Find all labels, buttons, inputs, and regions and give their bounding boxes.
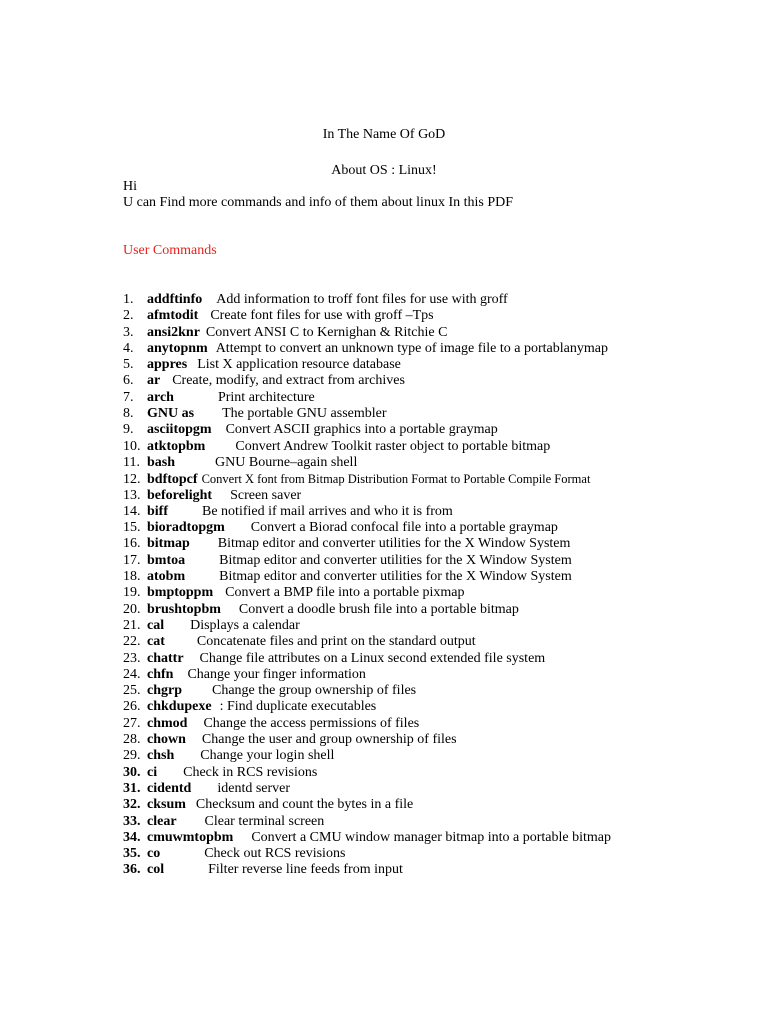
command-name: arch	[147, 389, 174, 405]
command-description: Clear terminal screen	[204, 813, 325, 829]
command-name: bioradtopgm	[147, 520, 225, 536]
command-number: 10.	[123, 438, 141, 454]
command-item	[123, 357, 763, 373]
command-number: 13.	[123, 487, 141, 503]
command-item	[123, 520, 763, 536]
command-item	[123, 602, 763, 618]
command-item	[123, 439, 763, 455]
command-number: 9.	[123, 422, 134, 438]
command-item	[123, 846, 763, 862]
command-number: 12.	[123, 472, 141, 488]
command-item	[123, 325, 763, 341]
command-description: Convert X font from Bitmap Distribution Format to Portable Compile Format	[201, 472, 591, 487]
command-description: identd server	[217, 780, 291, 796]
command-item	[123, 797, 763, 813]
command-description: Attempt to convert an unknown type of image file to a portablanymap	[215, 340, 608, 356]
command-number: 25.	[123, 683, 141, 699]
command-name: atobm	[147, 569, 186, 585]
command-item	[123, 504, 763, 520]
command-item	[123, 781, 763, 797]
command-name: chown	[147, 732, 186, 748]
command-description: Add information to troff font files for use with groff	[216, 292, 508, 307]
command-number: 6.	[123, 373, 134, 389]
document-subtitle: About OS : Linux!	[331, 163, 437, 178]
command-number: 18.	[123, 569, 141, 585]
command-name: beforelight	[147, 487, 213, 503]
command-number: 31.	[123, 780, 141, 796]
command-description: Check out RCS revisions	[204, 846, 346, 862]
command-description: Change the access permissions of files	[203, 715, 420, 731]
command-description: Create, modify, and extract from archives	[172, 373, 405, 389]
command-description: Bitmap editor and converter utilities for the X Window System	[219, 569, 572, 585]
command-number: 30.	[123, 764, 141, 780]
command-description: GNU Bourne–again shell	[215, 454, 358, 470]
command-number: 3.	[123, 324, 134, 340]
command-item	[123, 634, 763, 650]
command-description: Check in RCS revisions	[183, 764, 318, 780]
command-name: bmptoppm	[147, 585, 214, 601]
command-number: 5.	[123, 357, 134, 373]
command-number: 28.	[123, 732, 141, 748]
command-name: col	[147, 862, 165, 878]
command-name: bitmap	[147, 536, 190, 552]
command-number: 23.	[123, 650, 141, 666]
command-number: 8.	[123, 406, 134, 422]
command-number: 20.	[123, 601, 141, 617]
command-item	[123, 748, 763, 764]
command-name: ci	[147, 764, 158, 780]
command-description: Bitmap editor and converter utilities for the X Window System	[219, 552, 572, 568]
command-name: anytopnm	[147, 340, 208, 356]
command-name: bmtoa	[147, 552, 186, 568]
command-number: 33.	[123, 813, 141, 829]
command-description: Change file attributes on a Linux second extended file system	[199, 650, 546, 666]
command-number: 4.	[123, 340, 134, 356]
command-item	[123, 683, 763, 699]
command-item	[123, 536, 763, 552]
command-name: cksum	[147, 797, 186, 813]
document-title: In The Name Of GoD	[322, 127, 446, 142]
command-name: brushtopbm	[147, 601, 221, 617]
command-name: chfn	[147, 666, 174, 682]
command-name: chmod	[147, 715, 188, 731]
command-name: cal	[147, 617, 165, 633]
command-description: Print architecture	[217, 389, 315, 405]
command-item	[123, 390, 763, 406]
command-name: clear	[147, 813, 177, 829]
intro-message: U can Find more commands and info of them about linux In this PDF	[123, 195, 514, 210]
command-description: Convert ANSI C to Kernighan & Ritchie C	[205, 324, 448, 340]
command-description: Convert a CMU window manager bitmap into a portable bitmap	[251, 829, 611, 845]
command-item	[123, 553, 763, 569]
command-item	[123, 471, 763, 487]
command-description: Filter reverse line feeds from input	[208, 862, 403, 878]
command-item	[123, 862, 763, 878]
command-description: Be notified if mail arrives and who it is from	[202, 503, 453, 519]
command-item	[123, 422, 763, 438]
command-name: chattr	[147, 650, 184, 666]
command-description: Checksum and count the bytes in a file	[195, 797, 414, 813]
command-item	[123, 373, 763, 389]
command-item	[123, 292, 763, 308]
command-name: atktopbm	[147, 438, 206, 454]
command-name: appres	[147, 357, 188, 373]
command-name: biff	[147, 503, 168, 519]
command-item	[123, 569, 763, 585]
command-item	[123, 716, 763, 732]
command-description: Change your finger information	[187, 666, 366, 682]
command-number: 24.	[123, 666, 141, 682]
command-number: 11.	[123, 454, 140, 470]
command-description: Convert a doodle brush file into a portable bitmap	[238, 601, 519, 617]
command-description: Create font files for use with groff –Tps	[210, 308, 434, 324]
command-number: 34.	[123, 829, 141, 845]
command-description: Concatenate files and print on the standard output	[196, 634, 476, 650]
command-name: chkdupexe	[147, 699, 212, 715]
command-description: Change the user and group ownership of files	[201, 732, 457, 748]
command-number: 7.	[123, 389, 134, 405]
command-item	[123, 830, 763, 846]
command-name: bash	[147, 454, 176, 470]
command-description: Convert Andrew Toolkit raster object to portable bitmap	[235, 438, 551, 454]
command-name: cidentd	[147, 780, 192, 796]
command-number: 1.	[123, 292, 134, 307]
command-item	[123, 651, 763, 667]
command-number: 36.	[123, 862, 141, 878]
command-description: The portable GNU assembler	[222, 406, 387, 422]
command-name: afmtodit	[147, 308, 199, 324]
command-item	[123, 406, 763, 422]
command-name: asciitopgm	[147, 422, 212, 438]
command-number: 19.	[123, 585, 141, 601]
command-description: Change the group ownership of files	[212, 683, 417, 699]
command-number: 15.	[123, 520, 141, 536]
command-name: addftinfo	[147, 292, 203, 307]
command-number: 27.	[123, 715, 141, 731]
command-description: : Find duplicate executables	[219, 699, 377, 715]
command-description: Convert a Biorad confocal file into a portable graymap	[250, 520, 558, 536]
command-item	[123, 455, 763, 471]
command-name: bdftopcf	[147, 472, 198, 488]
command-number: 2.	[123, 308, 134, 324]
command-item	[123, 488, 763, 504]
section-heading-user-commands: User Commands	[123, 243, 217, 258]
command-item	[123, 585, 763, 601]
command-description: Convert ASCII graphics into a portable graymap	[225, 422, 498, 438]
command-name: GNU as	[147, 406, 195, 422]
command-item	[123, 341, 763, 357]
command-number: 35.	[123, 846, 141, 862]
command-item	[123, 667, 763, 683]
command-name: cat	[147, 634, 165, 650]
command-name: chgrp	[147, 683, 182, 699]
command-item	[123, 618, 763, 634]
command-item	[123, 732, 763, 748]
command-name: ar	[147, 373, 161, 389]
command-number: 21.	[123, 617, 141, 633]
greeting-text: Hi	[123, 179, 137, 194]
command-item	[123, 765, 763, 781]
command-number: 32.	[123, 797, 141, 813]
command-item	[123, 814, 763, 830]
command-number: 29.	[123, 748, 141, 764]
command-description: Screen saver	[230, 487, 302, 503]
command-description: Bitmap editor and converter utilities for the X Window System	[217, 536, 571, 552]
command-list	[123, 292, 763, 879]
command-description: Change your login shell	[200, 748, 335, 764]
command-name: co	[147, 846, 161, 862]
command-name: ansi2knr	[147, 324, 200, 340]
command-number: 26.	[123, 699, 141, 715]
command-number: 17.	[123, 552, 141, 568]
command-number: 22.	[123, 634, 141, 650]
command-number: 14.	[123, 503, 141, 519]
command-description: Displays a calendar	[190, 617, 300, 633]
command-name: chsh	[147, 748, 175, 764]
command-description: List X application resource database	[197, 357, 401, 373]
command-item	[123, 308, 763, 324]
command-name: cmuwmtopbm	[147, 829, 234, 845]
command-number: 16.	[123, 536, 141, 552]
command-description: Convert a BMP file into a portable pixmap	[225, 585, 465, 601]
command-item	[123, 699, 763, 715]
